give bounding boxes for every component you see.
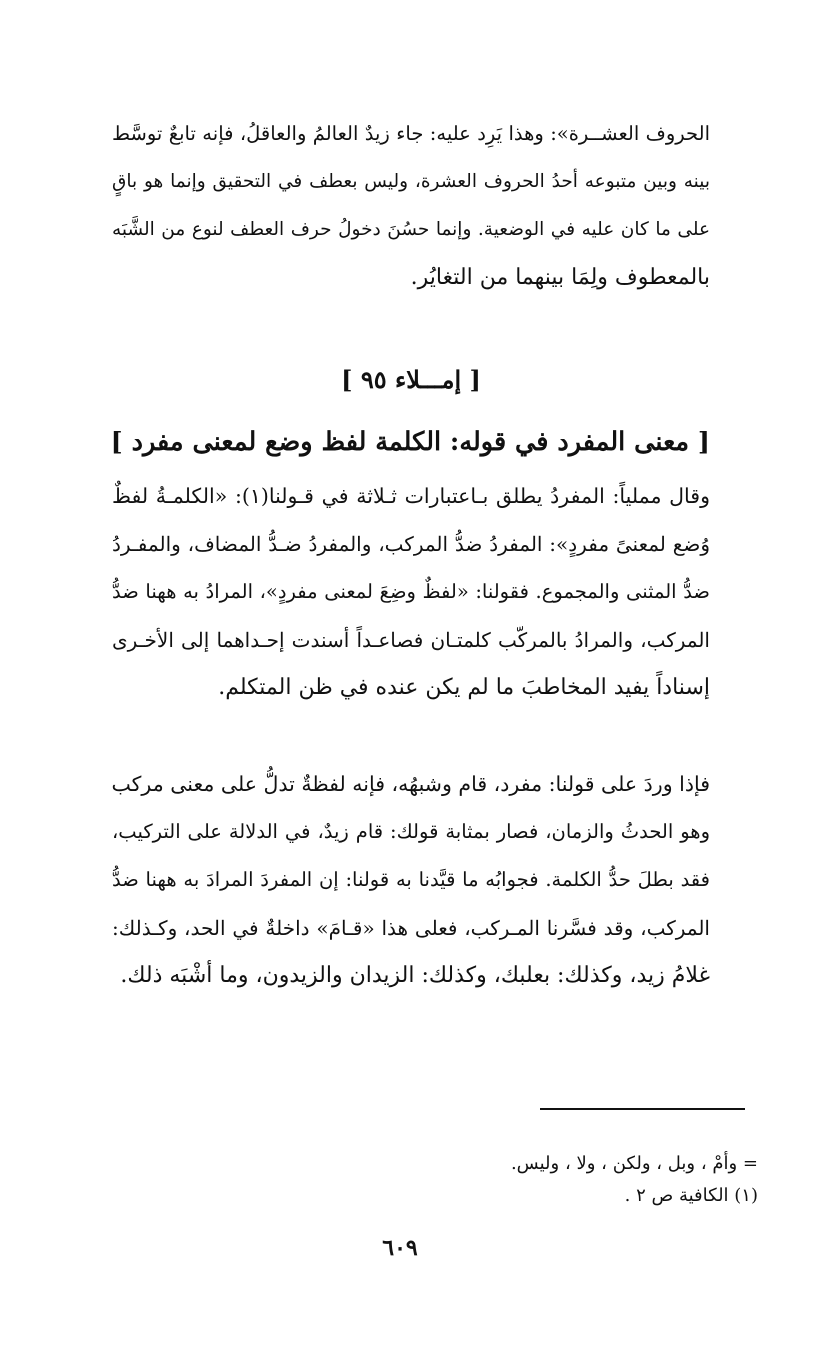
paragraph-1 <box>112 110 710 302</box>
footnote-1: (١) الكافية ص ٢ . <box>624 1185 758 1206</box>
section-number-heading: [ إمـــلاء ٩٥ ] <box>341 365 481 394</box>
footnotes <box>380 1148 758 1212</box>
page-number: ٦٠٩ <box>382 1235 418 1261</box>
section-title-heading: [ معنى المفرد في قوله: الكلمة لفظ وضع لمعنى مفرد ] <box>110 427 710 457</box>
footnote-continuation: = وأمْ ، وبل ، ولكن ، ولا ، وليس. <box>510 1153 758 1174</box>
text-line: الحروف العشــرة»: وهذا يَرِد عليه: جاء زيدٌ العالمُ والعاقلُ، فإنه تابعٌ توسَّط <box>112 122 710 145</box>
text-line: المركب، وقد فسَّرنا المـركب، فعلى هذا «قـامَ» داخلةٌ في الحد، وكـذلك: <box>112 916 710 940</box>
text-line: فإذا وردَ على قولنا: مفرد، قام وشبهُه، فإنه لفظةٌ تدلُّ على معنى مركب <box>112 772 710 796</box>
text-line: ضدُّ المثنى والمجموع. فقولنا: «لفظٌ وضِعَ لمعنى مفردٍ»، المرادُ به ههنا ضدُّ <box>112 580 710 603</box>
text-line: غلامُ زيد، وكذلك: بعلبك، وكذلك: الزيدان والزيدون، وما أشْبَه ذلك. <box>120 963 710 988</box>
text-line: على ما كان عليه في الوضعية. وإنما حسُنَ دخولُ حرف العطف لنوع من الشَّبَه <box>112 219 710 240</box>
text-line: وهو الحدثُ والزمان، فصار بمثابة قولك: قام زيدٌ، في الدلالة على التركيب، <box>112 820 710 843</box>
paragraph-2 <box>112 472 710 712</box>
text-line: المركب، والمرادُ بالمركّب كلمتـان فصاعـداً أسندت إحـداهما إلى الأخـرى <box>112 628 710 652</box>
text-line: فقد بطلَ حدُّ الكلمة. فجوابُه ما قيَّدنا به قولنا: إن المفردَ المرادَ به ههنا ضدُّ <box>112 868 710 891</box>
paragraph-3 <box>112 760 710 1000</box>
footnote-divider <box>540 1108 745 1110</box>
text-line: وقال مملياً: المفردُ يطلق بـاعتبارات ثـلاثة في قـولنا(١): «الكلمـةُ لفظٌ <box>112 484 710 508</box>
text-line: وُضع لمعنىً مفردٍ»: المفردُ ضدُّ المركب، والمفردُ ضـدُّ المضاف، والمفـردُ <box>112 532 710 556</box>
text-line: إسناداً يفيد المخاطبَ ما لم يكن عنده في ظن المتكلم. <box>218 675 710 700</box>
text-line: بينه وبين متبوعه أحدُ الحروف العشرة، وليس بعطف في التحقيق وإنما هو باقٍ <box>112 171 710 192</box>
text-line: بالمعطوف ولِمَا بينهما من التغايُر. <box>410 265 710 290</box>
